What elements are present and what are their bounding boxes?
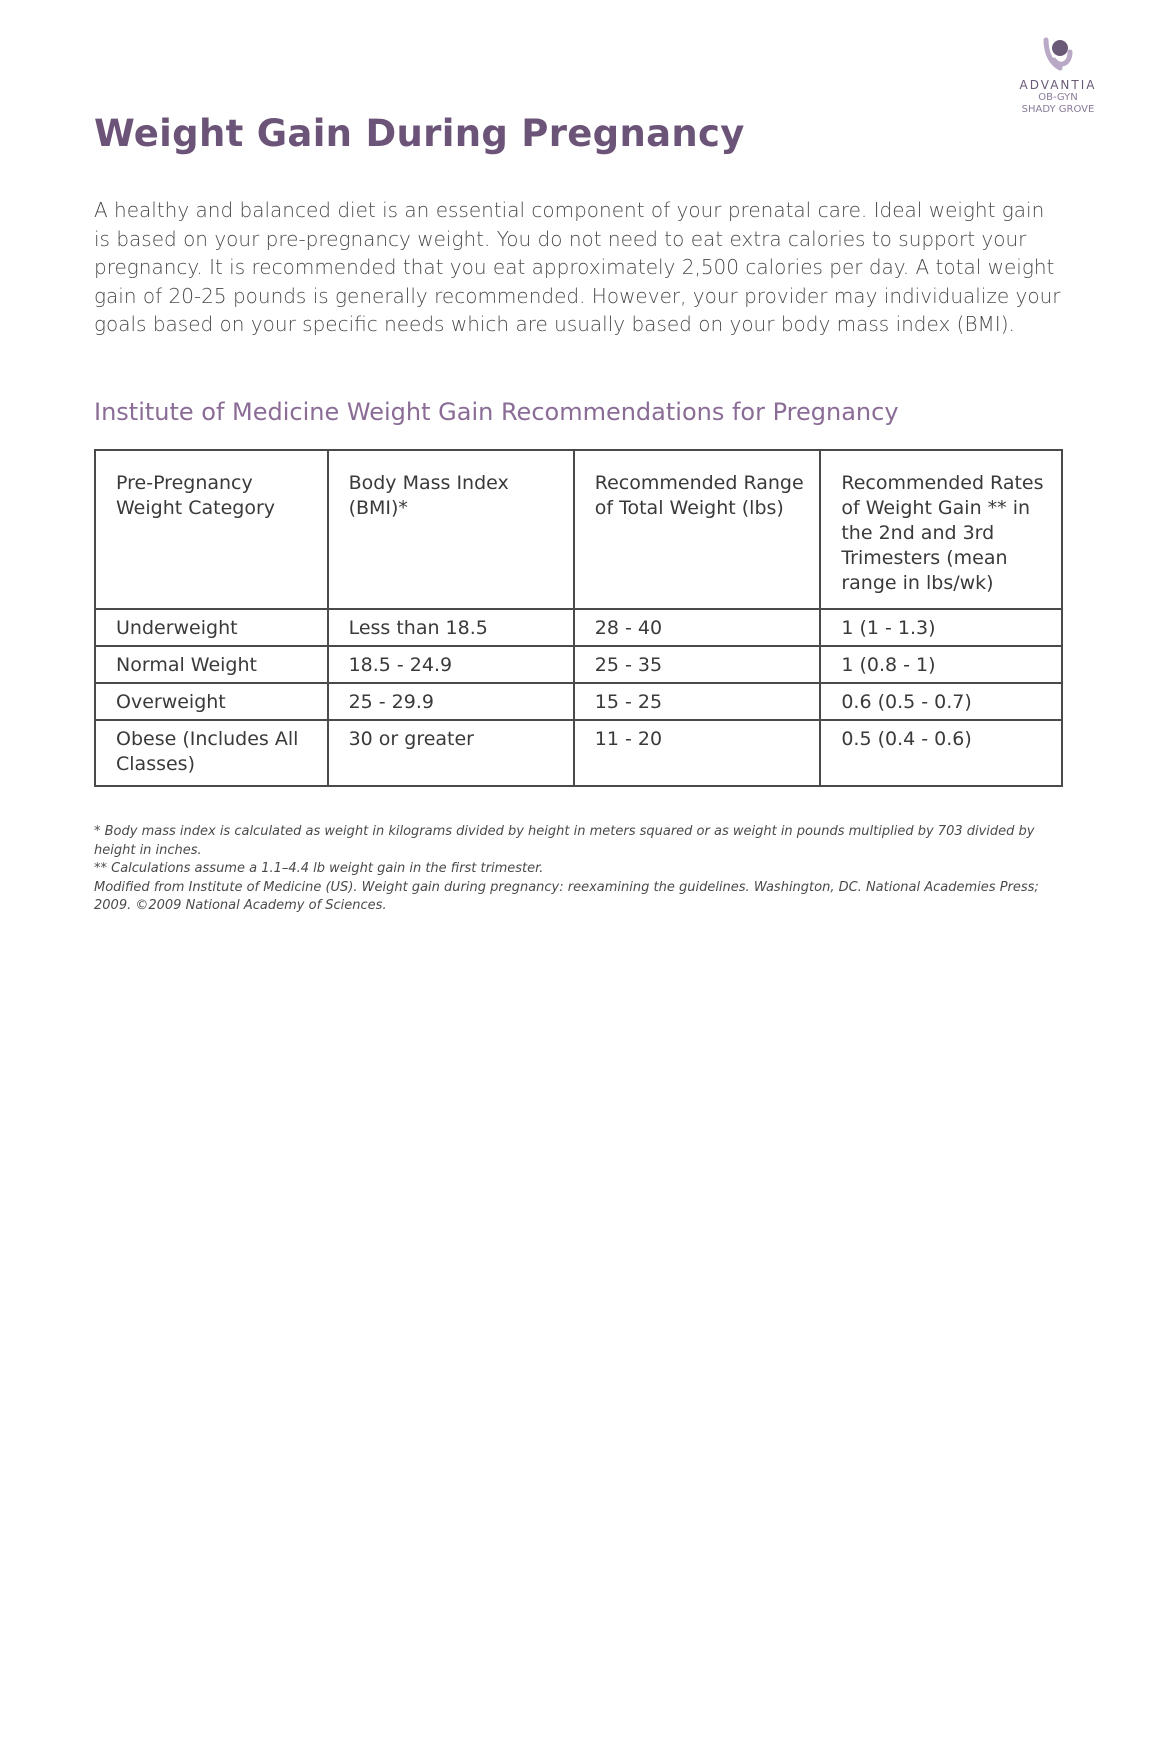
cell-total-weight: 28 - 40 — [574, 609, 821, 646]
section-subtitle: Institute of Medicine Weight Gain Recommendations for Pregnancy — [94, 398, 899, 426]
table-row — [95, 720, 1062, 786]
cell-category: Overweight — [95, 683, 328, 720]
table-header — [95, 450, 1062, 609]
cell-total-weight: 11 - 20 — [574, 720, 821, 786]
cell-rate: 1 (0.8 - 1) — [820, 646, 1062, 683]
logo-line2: SHADY GROVE — [1021, 104, 1095, 115]
advantia-logo-icon — [1040, 34, 1076, 74]
cell-bmi: 30 or greater — [328, 720, 574, 786]
logo-name: ADVANTIA — [1019, 78, 1097, 92]
footnote-first-trimester: ** Calculations assume a 1.1–4.4 lb weight gain in the first trimester. — [94, 861, 544, 876]
cell-category: Underweight — [95, 609, 328, 646]
cell-rate: 0.5 (0.4 - 0.6) — [820, 720, 1062, 786]
advantia-logo — [988, 34, 1128, 116]
header-total-weight: Recommended Range of Total Weight (lbs) — [574, 450, 821, 609]
cell-category: Normal Weight — [95, 646, 328, 683]
weight-gain-table — [94, 449, 1063, 787]
cell-rate: 0.6 (0.5 - 0.7) — [820, 683, 1062, 720]
footnote-bmi: * Body mass index is calculated as weight in kilograms divided by height in meters squared or as weight in pounds multiplied by 703 divided by height in inches. — [94, 824, 1035, 858]
table-body — [95, 609, 1062, 786]
cell-total-weight: 25 - 35 — [574, 646, 821, 683]
page-title: Weight Gain During Pregnancy — [94, 112, 745, 155]
intro-paragraph: A healthy and balanced diet is an essential component of your prenatal care. Ideal weight gain is based on your pre-pregnancy weight. You do not need to eat extra calories to support your pregnancy. It is recommended that you eat approximately 2,500 calories per day. A total weight gain of 20-25 pounds is generally recommended. However, your provider may individualize your goals based on your specific needs which are usually based on your body mass index (BMI). — [94, 198, 1061, 336]
cell-total-weight: 15 - 25 — [574, 683, 821, 720]
cell-bmi: Less than 18.5 — [328, 609, 574, 646]
table-row — [95, 683, 1062, 720]
table-row — [95, 646, 1062, 683]
header-row — [95, 450, 1062, 609]
table-row — [95, 609, 1062, 646]
footnote-source: Modified from Institute of Medicine (US). Weight gain during pregnancy: reexamining the guidelines. Washington, DC. National Academies Press; 2009. ©2009 National Academy of Sciences. — [94, 879, 1039, 913]
cell-bmi: 18.5 - 24.9 — [328, 646, 574, 683]
cell-bmi: 25 - 29.9 — [328, 683, 574, 720]
cell-rate: 1 (1 - 1.3) — [820, 609, 1062, 646]
cell-category: Obese (Includes All Classes) — [95, 720, 328, 786]
logo-line1: OB-GYN — [1038, 92, 1078, 103]
header-weight-category: Pre-Pregnancy Weight Category — [95, 450, 328, 609]
header-bmi: Body Mass Index (BMI)* — [328, 450, 574, 609]
footnotes — [94, 823, 1064, 916]
header-rate-of-gain: Recommended Rates of Weight Gain ** in the 2nd and 3rd Trimesters (mean range in lbs/wk) — [820, 450, 1062, 609]
